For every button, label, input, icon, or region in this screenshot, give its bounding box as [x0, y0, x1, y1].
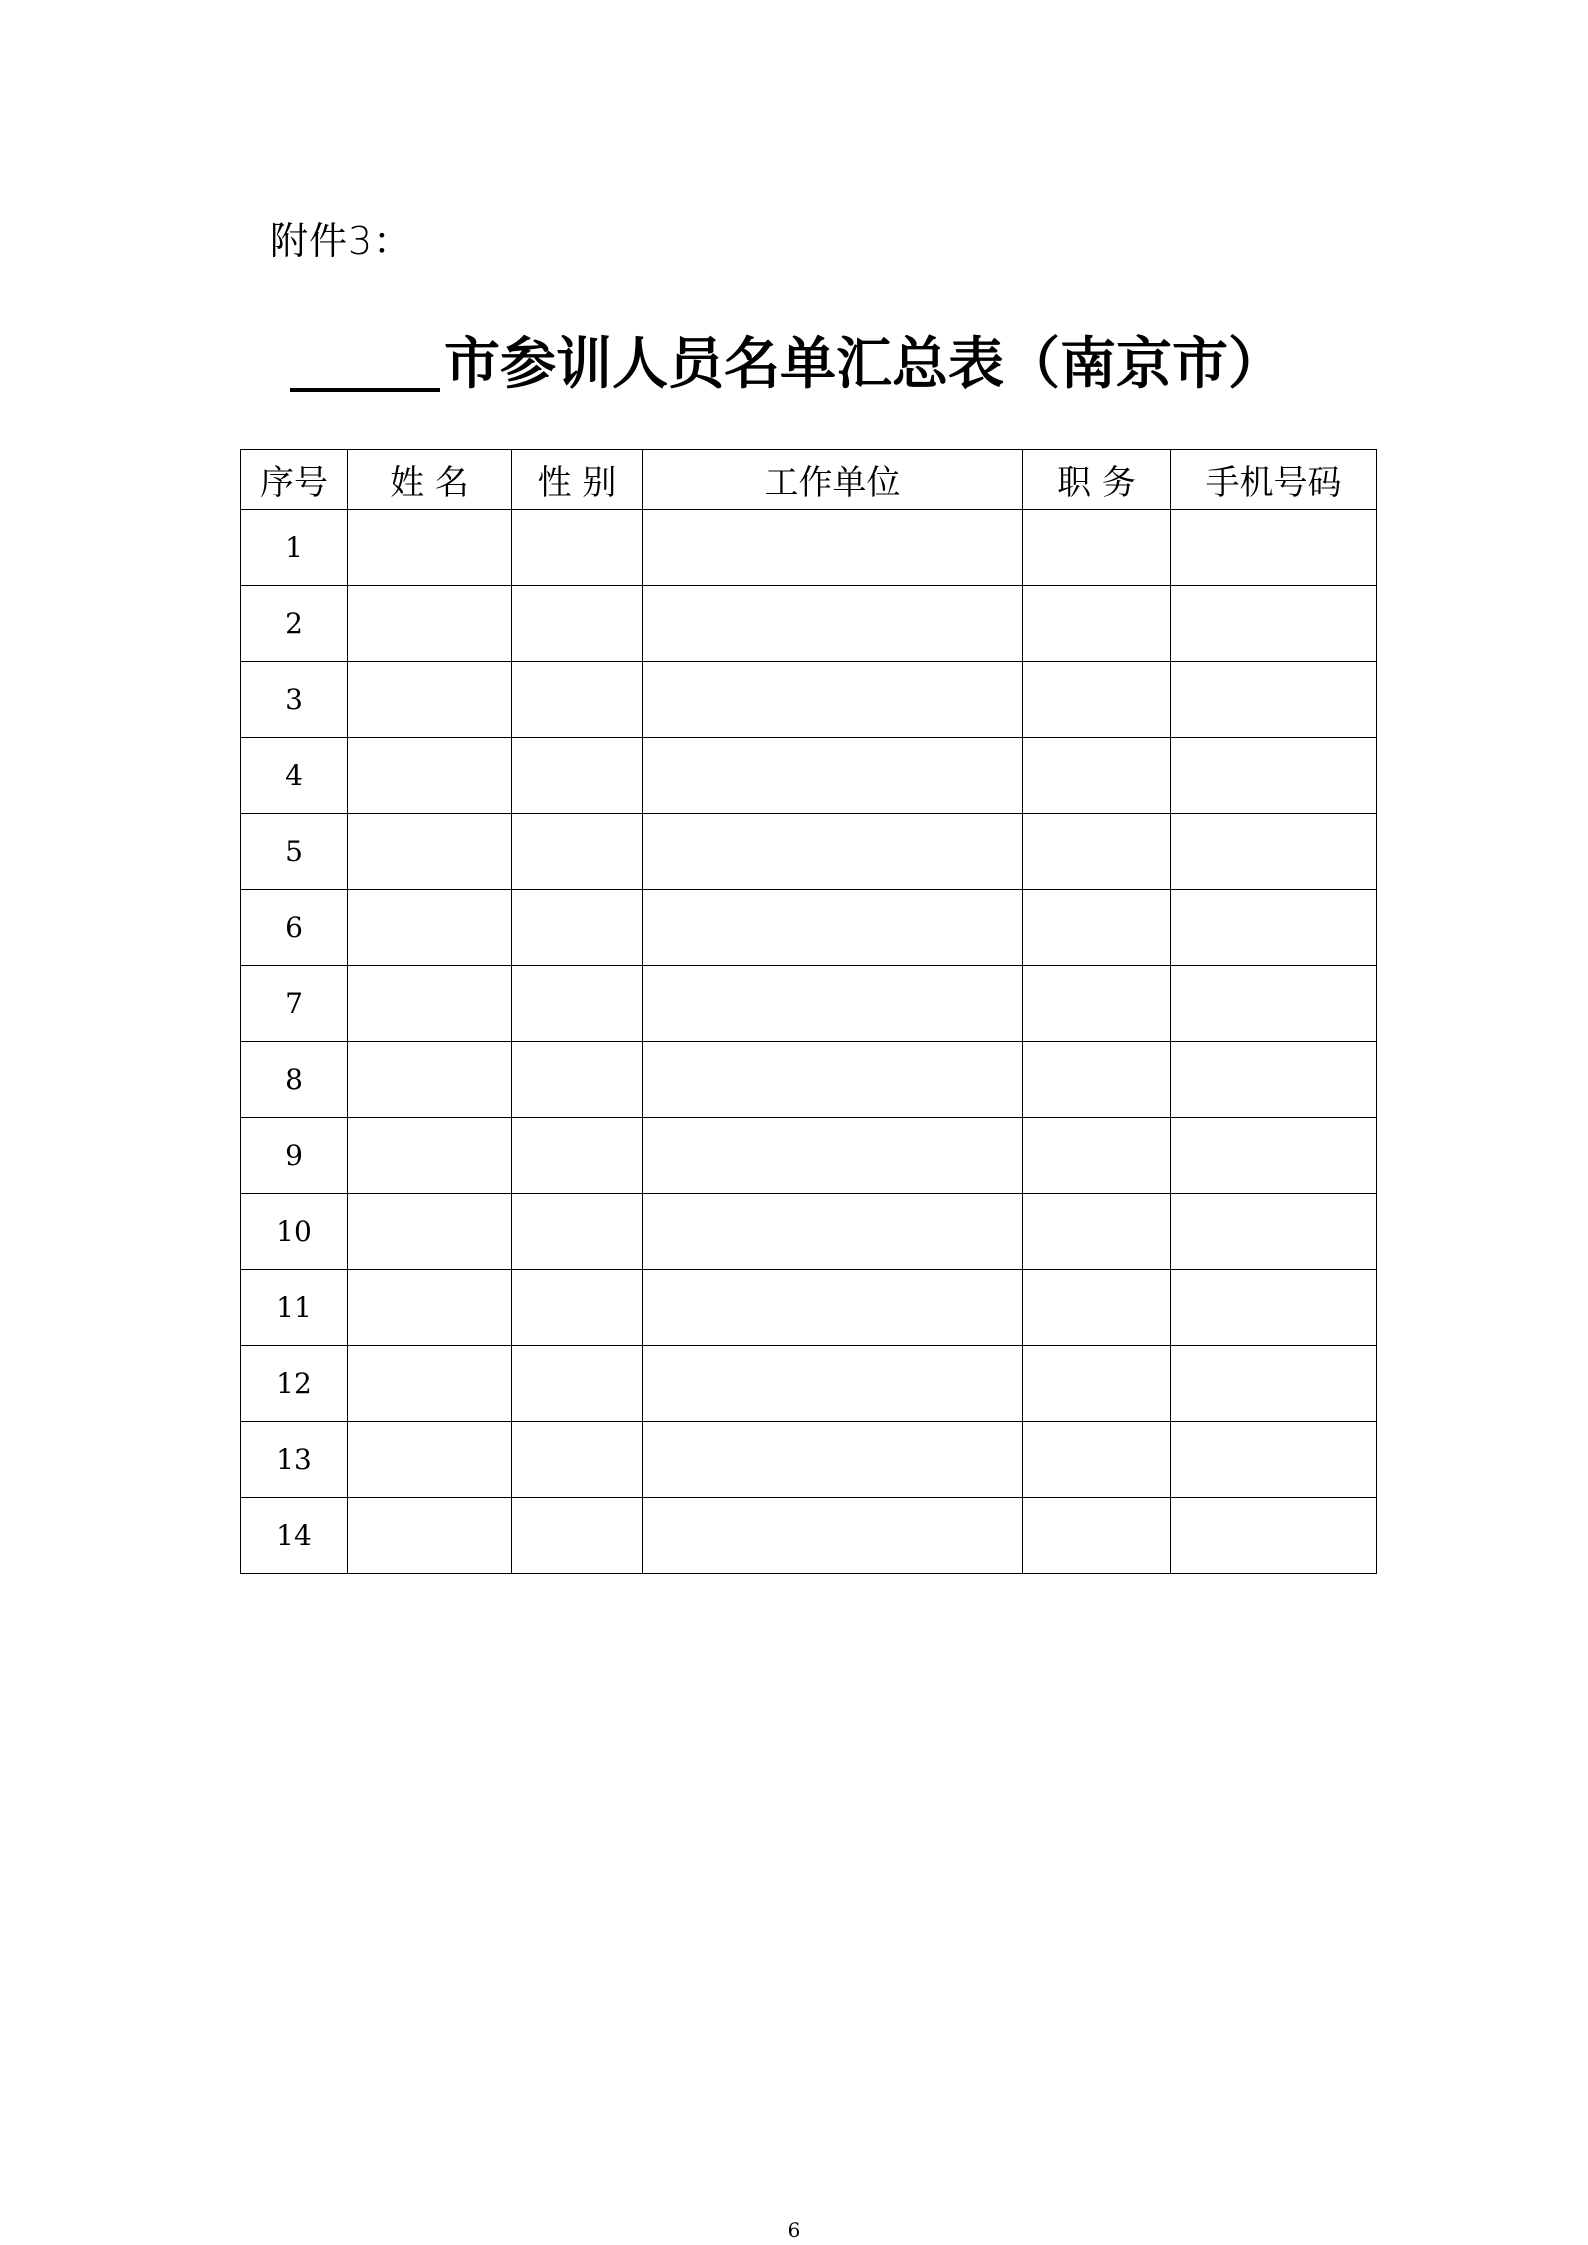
cell-gender[interactable] — [512, 966, 643, 1042]
cell-name[interactable] — [348, 1118, 512, 1194]
table-row — [241, 586, 1377, 662]
table-row — [241, 814, 1377, 890]
cell-gender[interactable] — [512, 586, 643, 662]
table-row — [241, 510, 1377, 586]
header-name: 姓 名 — [348, 450, 512, 510]
cell-employer[interactable] — [643, 510, 1023, 586]
cell-employer[interactable] — [643, 1194, 1023, 1270]
cell-phone[interactable] — [1171, 662, 1377, 738]
cell-position[interactable] — [1023, 814, 1171, 890]
cell-index: 1 — [241, 510, 348, 586]
roster-table — [240, 449, 1377, 1574]
cell-phone[interactable] — [1171, 1498, 1377, 1574]
cell-position[interactable] — [1023, 1270, 1171, 1346]
cell-index: 5 — [241, 814, 348, 890]
cell-name[interactable] — [348, 1346, 512, 1422]
page-number: 6 — [787, 2218, 801, 2242]
cell-name[interactable] — [348, 1194, 512, 1270]
page-title — [290, 320, 1390, 400]
cell-employer[interactable] — [643, 662, 1023, 738]
cell-gender[interactable] — [512, 738, 643, 814]
table-row — [241, 966, 1377, 1042]
cell-employer[interactable] — [643, 1042, 1023, 1118]
cell-position[interactable] — [1023, 1346, 1171, 1422]
table-row — [241, 738, 1377, 814]
cell-employer[interactable] — [643, 1118, 1023, 1194]
cell-index: 9 — [241, 1118, 348, 1194]
cell-position[interactable] — [1023, 1498, 1171, 1574]
cell-index: 14 — [241, 1498, 348, 1574]
header-employer: 工作单位 — [643, 450, 1023, 510]
cell-gender[interactable] — [512, 1194, 643, 1270]
cell-phone[interactable] — [1171, 1270, 1377, 1346]
cell-employer[interactable] — [643, 966, 1023, 1042]
cell-position[interactable] — [1023, 1422, 1171, 1498]
cell-employer[interactable] — [643, 890, 1023, 966]
cell-index: 8 — [241, 1042, 348, 1118]
table-row — [241, 662, 1377, 738]
table-header-row — [241, 450, 1377, 510]
cell-phone[interactable] — [1171, 738, 1377, 814]
attachment-label: 附件3： — [270, 219, 413, 263]
header-gender: 性 别 — [512, 450, 643, 510]
cell-name[interactable] — [348, 1422, 512, 1498]
cell-employer[interactable] — [643, 586, 1023, 662]
header-phone: 手机号码 — [1171, 450, 1377, 510]
cell-position[interactable] — [1023, 586, 1171, 662]
cell-employer[interactable] — [643, 1498, 1023, 1574]
cell-phone[interactable] — [1171, 1042, 1377, 1118]
cell-phone[interactable] — [1171, 586, 1377, 662]
cell-position[interactable] — [1023, 1042, 1171, 1118]
cell-name[interactable] — [348, 662, 512, 738]
cell-name[interactable] — [348, 1498, 512, 1574]
table-row — [241, 1118, 1377, 1194]
cell-phone[interactable] — [1171, 510, 1377, 586]
cell-position[interactable] — [1023, 510, 1171, 586]
header-index: 序号 — [241, 450, 348, 510]
cell-gender[interactable] — [512, 1422, 643, 1498]
title-text: 市参训人员名单汇总表（南京市） — [444, 332, 1284, 397]
cell-phone[interactable] — [1171, 1346, 1377, 1422]
cell-employer[interactable] — [643, 738, 1023, 814]
cell-gender[interactable] — [512, 1270, 643, 1346]
table-row — [241, 1042, 1377, 1118]
cell-name[interactable] — [348, 1042, 512, 1118]
cell-name[interactable] — [348, 510, 512, 586]
cell-name[interactable] — [348, 738, 512, 814]
cell-position[interactable] — [1023, 890, 1171, 966]
table-row — [241, 1270, 1377, 1346]
cell-employer[interactable] — [643, 1346, 1023, 1422]
cell-gender[interactable] — [512, 814, 643, 890]
header-position: 职 务 — [1023, 450, 1171, 510]
table-row — [241, 1498, 1377, 1574]
cell-index: 13 — [241, 1422, 348, 1498]
cell-name[interactable] — [348, 966, 512, 1042]
cell-index: 4 — [241, 738, 348, 814]
table-row — [241, 1346, 1377, 1422]
cell-name[interactable] — [348, 890, 512, 966]
cell-phone[interactable] — [1171, 890, 1377, 966]
cell-gender[interactable] — [512, 510, 643, 586]
cell-employer[interactable] — [643, 814, 1023, 890]
cell-index: 10 — [241, 1194, 348, 1270]
cell-employer[interactable] — [643, 1270, 1023, 1346]
cell-phone[interactable] — [1171, 814, 1377, 890]
cell-phone[interactable] — [1171, 966, 1377, 1042]
cell-index: 3 — [241, 662, 348, 738]
cell-position[interactable] — [1023, 1118, 1171, 1194]
cell-position[interactable] — [1023, 738, 1171, 814]
cell-phone[interactable] — [1171, 1422, 1377, 1498]
cell-index: 6 — [241, 890, 348, 966]
cell-name[interactable] — [348, 814, 512, 890]
cell-gender[interactable] — [512, 1346, 643, 1422]
cell-index: 2 — [241, 586, 348, 662]
cell-index: 11 — [241, 1270, 348, 1346]
cell-index: 12 — [241, 1346, 348, 1422]
cell-gender[interactable] — [512, 890, 643, 966]
table-row — [241, 1194, 1377, 1270]
cell-gender[interactable] — [512, 1118, 643, 1194]
title-blank-underline — [290, 382, 440, 392]
cell-position[interactable] — [1023, 662, 1171, 738]
table-row — [241, 890, 1377, 966]
cell-position[interactable] — [1023, 966, 1171, 1042]
cell-gender[interactable] — [512, 1498, 643, 1574]
cell-position[interactable] — [1023, 1194, 1171, 1270]
cell-phone[interactable] — [1171, 1194, 1377, 1270]
cell-index: 7 — [241, 966, 348, 1042]
cell-name[interactable] — [348, 586, 512, 662]
cell-phone[interactable] — [1171, 1118, 1377, 1194]
cell-employer[interactable] — [643, 1422, 1023, 1498]
cell-gender[interactable] — [512, 1042, 643, 1118]
cell-name[interactable] — [348, 1270, 512, 1346]
table-row — [241, 1422, 1377, 1498]
cell-gender[interactable] — [512, 662, 643, 738]
table-body — [241, 510, 1377, 1574]
